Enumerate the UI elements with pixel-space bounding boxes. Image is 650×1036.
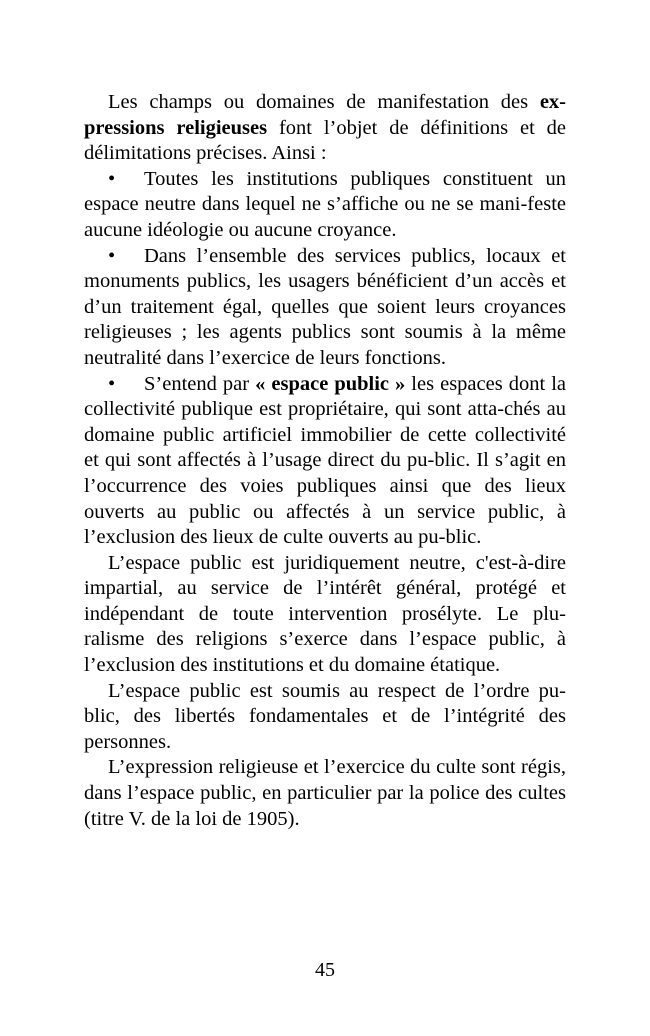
bullet-item [84, 167, 566, 244]
intro-paragraph [84, 90, 566, 167]
body-paragraph: L’espace public est juridiquement neutre, c'est-à-dire impartial, au service de l’intérêt général, protégé et indépendant de toute intervention prosélyte. Le plu-ralisme des religions s’exerce dans l’espace public, à l’exclusion des institutions et du domaine étatique. [84, 551, 566, 677]
bullet-text-before: S’entend par [144, 372, 256, 395]
bullet-item [84, 372, 566, 551]
bullet-text: Dans l’ensemble des services publics, locaux et monuments publics, les usagers bénéficient d’un accès et d’un traitement égal, quelles que soient leurs croyances religieuses ; les agents publics sont soumis à la même neutralité dans l’exercice de leurs fonctions. [84, 244, 566, 369]
intro-bold-term: ex-pressions religieuses [84, 91, 566, 139]
bullet-text-after: les espaces dont la collectivité publique est propriétaire, qui sont atta-chés au domaine public artificiel immobilier de cette collectivité et qui sont affectés à l’usage direct du pu-blic. Il s’agit en l’occurrence des voies publiques ainsi que des lieux ouverts au public ou affectés à un service public, à l’exclusion des lieux de culte ouverts au pu-blic. [84, 372, 566, 549]
bullet-bold-term: « espace public » [255, 372, 406, 395]
page-number: 45 [315, 959, 335, 981]
page-body [84, 90, 566, 832]
intro-text-before: Les champs ou domaines de manifestation des [108, 91, 540, 113]
bullet-icon: • [108, 167, 116, 190]
body-paragraph: L’expression religieuse et l’exercice du culte sont régis, dans l’espace public, en particulier par la police des cultes (titre V. de la loi de 1905). [84, 756, 566, 830]
body-paragraph: L’espace public est soumis au respect de l’ordre pu-blic, des libertés fondamentales et de l’intégrité des personnes. [84, 679, 566, 753]
intro-text-after: font l’objet de définitions et de délimitations précises. Ainsi : [84, 116, 566, 165]
bullet-icon: • [108, 244, 116, 267]
bullet-icon: • [108, 372, 116, 395]
bullet-text: Toutes les institutions publiques constituent un espace neutre dans lequel ne s’affiche ou ne se mani-feste aucune idéologie ou aucune croyance. [84, 167, 566, 241]
bullet-item [84, 244, 566, 372]
